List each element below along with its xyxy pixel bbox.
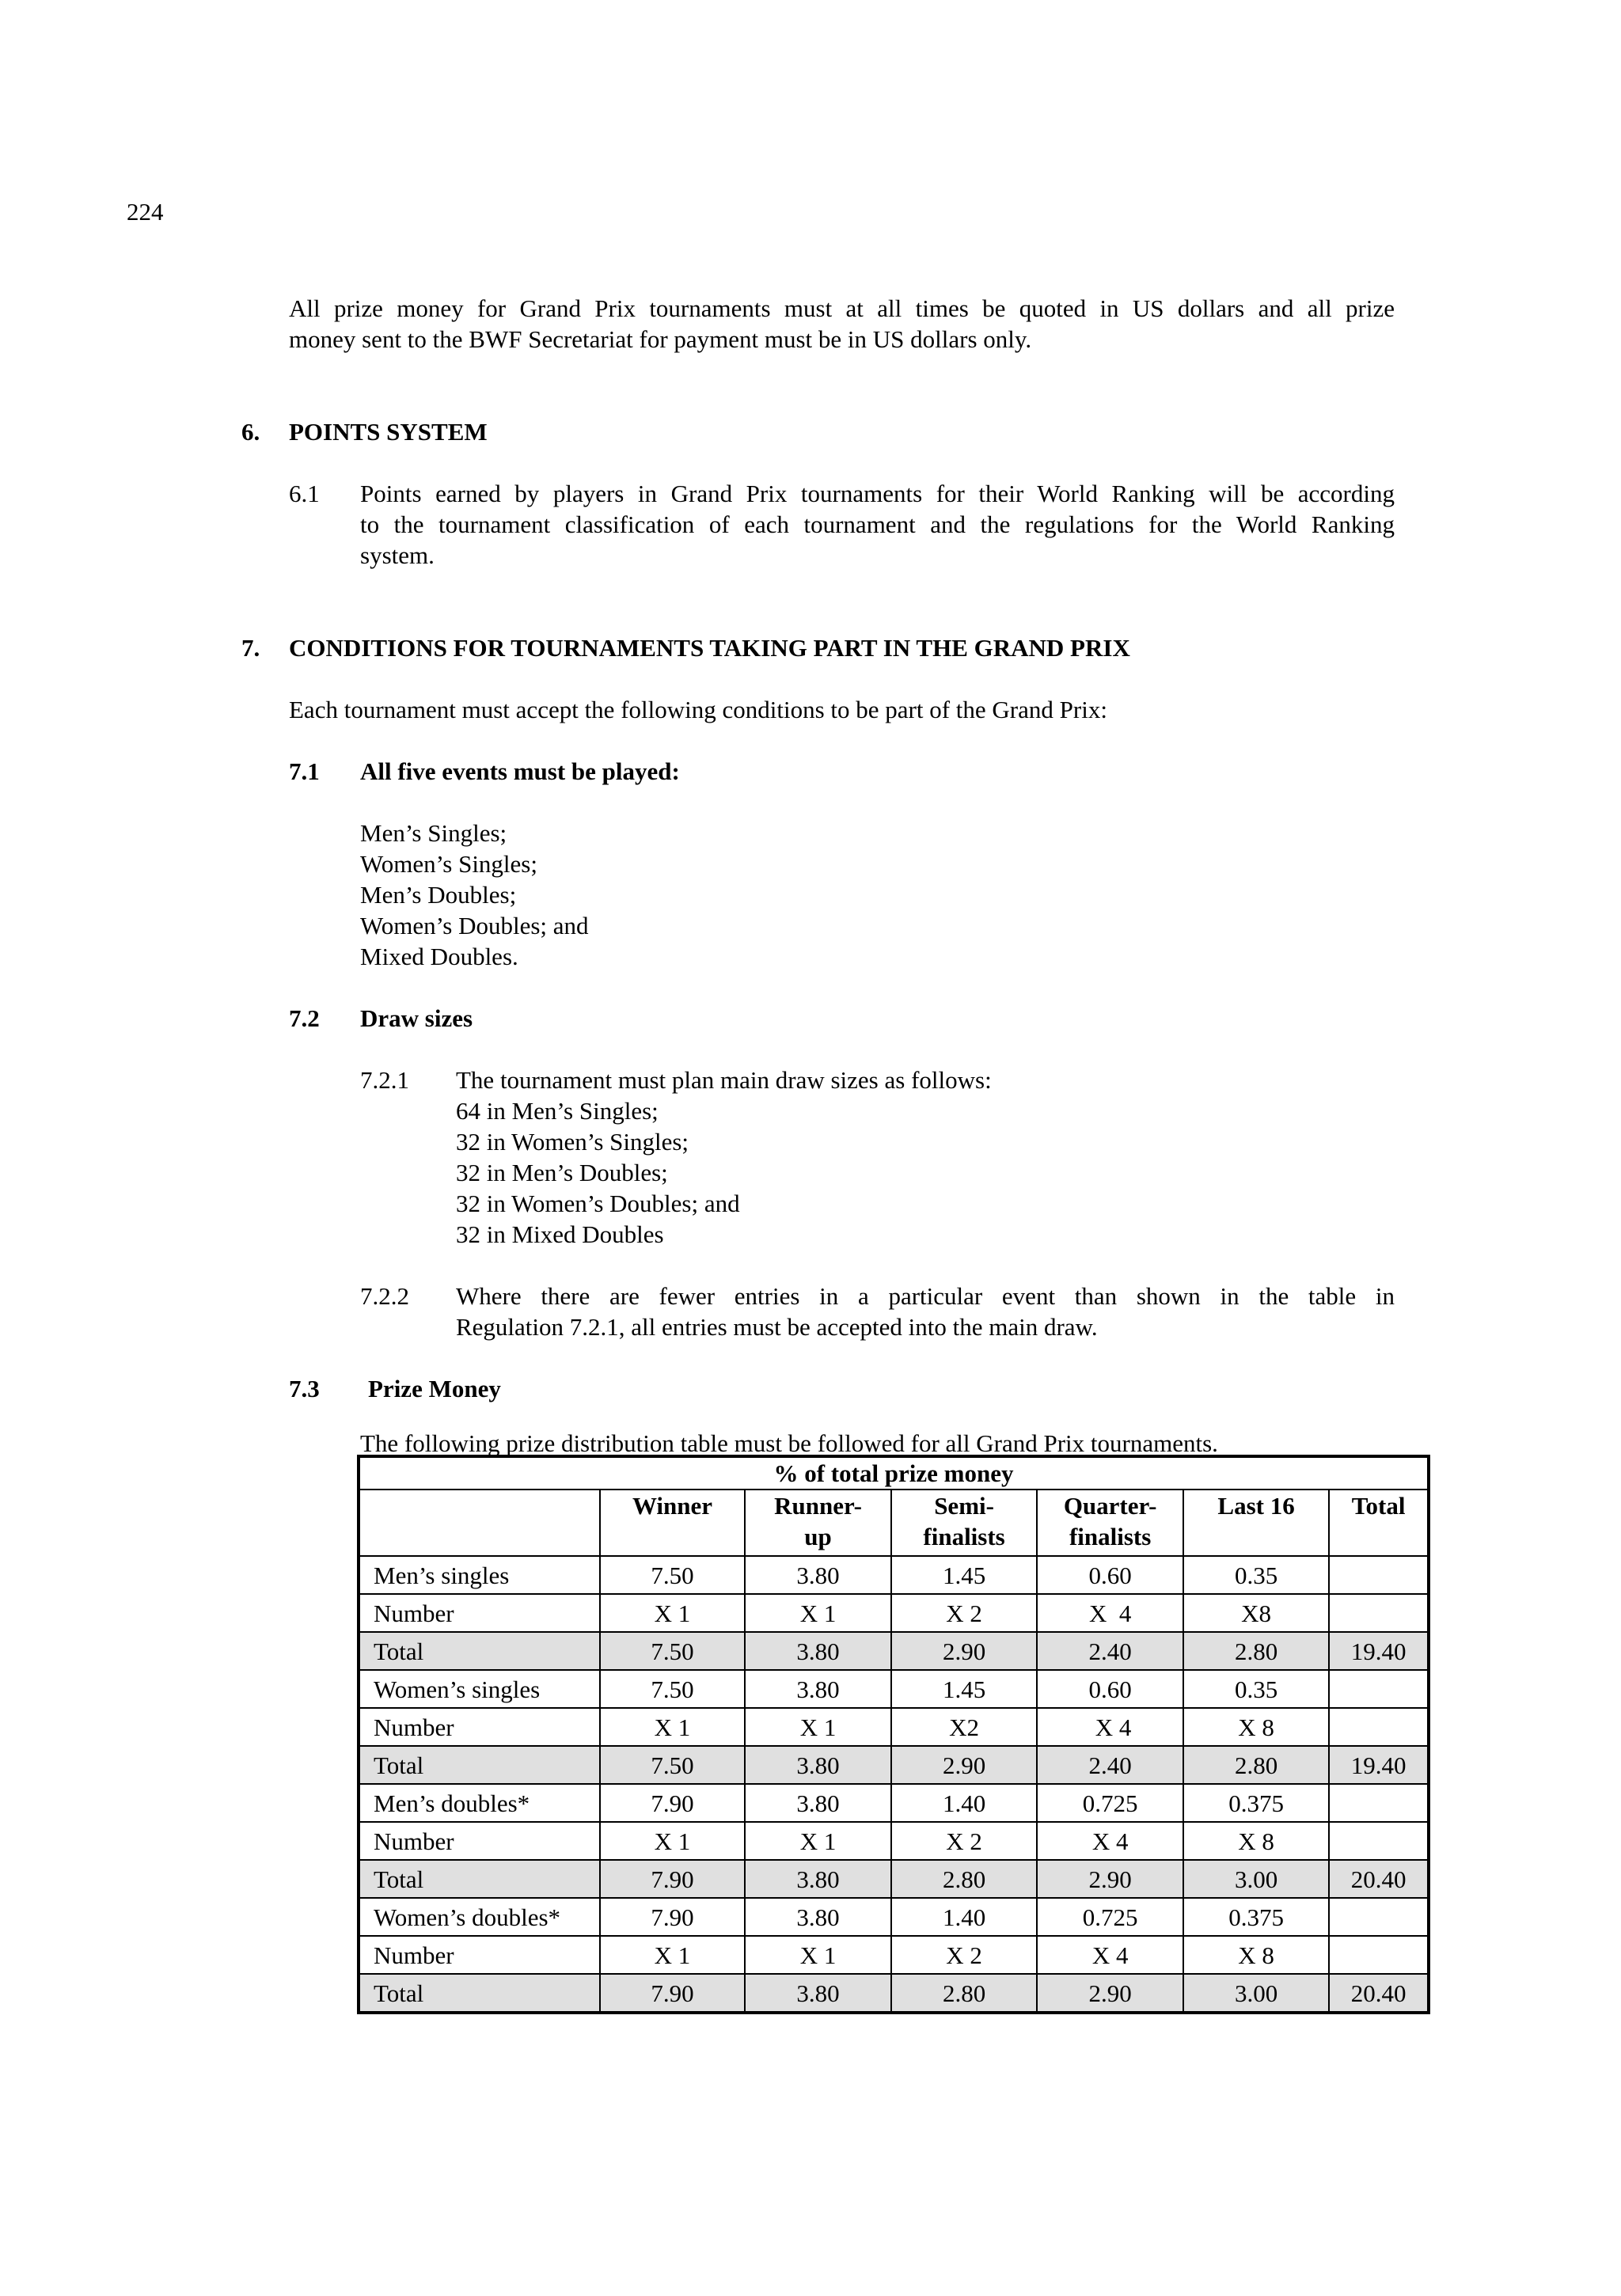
table-header-empty: [359, 1490, 600, 1556]
table-cell: 0.35: [1183, 1670, 1329, 1708]
table-cell: 2.80: [1183, 1632, 1329, 1670]
table-cell: 19.40: [1329, 1746, 1429, 1784]
section-6-1-line-2: to the tournament classification of each tournament and the regulations for the World Ranking: [360, 510, 1395, 538]
table-cell: [1329, 1556, 1429, 1594]
table-cell: X8: [1183, 1594, 1329, 1632]
table-cell: X 2: [891, 1936, 1038, 1974]
table-cell: X2: [891, 1708, 1038, 1746]
table-total-row: [359, 1632, 1429, 1670]
row-label: Total: [359, 1974, 600, 2013]
row-label: Total: [359, 1632, 600, 1670]
section-7-3-title: Prize Money: [368, 1375, 501, 1402]
table-row: [359, 1936, 1429, 1974]
section-7-number: 7.: [241, 634, 260, 662]
table-row: [359, 1670, 1429, 1708]
section-6-1-number: 6.1: [289, 480, 320, 507]
section-6-number: 6.: [241, 418, 260, 446]
event-item: Men’s Doubles;: [360, 881, 517, 909]
table-cell: X 1: [745, 1594, 891, 1632]
table-row: [359, 1594, 1429, 1632]
table-cell: 0.35: [1183, 1556, 1329, 1594]
table-total-row: [359, 1974, 1429, 2013]
draw-size-item: 32 in Women’s Doubles; and: [456, 1190, 740, 1217]
draw-size-item: 32 in Mixed Doubles: [456, 1220, 664, 1248]
row-label: Number: [359, 1594, 600, 1632]
table-cell: X 1: [600, 1594, 746, 1632]
table-header: Winner: [600, 1490, 746, 1556]
table-row: [359, 1556, 1429, 1594]
table-cell: X 8: [1183, 1936, 1329, 1974]
table-header: Total: [1329, 1490, 1429, 1556]
page-number: 224: [127, 198, 164, 226]
table-cell: 0.60: [1037, 1670, 1183, 1708]
table-cell: 3.80: [745, 1632, 891, 1670]
table-cell: [1329, 1708, 1429, 1746]
table-cell: 1.45: [891, 1670, 1038, 1708]
table-cell: X 1: [600, 1822, 746, 1860]
table-header: Semi- finalists: [891, 1490, 1038, 1556]
table-cell: 1.45: [891, 1556, 1038, 1594]
prize-distribution-table: [357, 1455, 1430, 2014]
table-cell: X 1: [745, 1708, 891, 1746]
table-cell: 20.40: [1329, 1974, 1429, 2013]
table-cell: [1329, 1822, 1429, 1860]
table-cell: X 4: [1037, 1822, 1183, 1860]
table-row: [359, 1784, 1429, 1822]
section-6-1-line-1: Points earned by players in Grand Prix tournaments for their World Ranking will be according: [360, 480, 1395, 507]
section-7-2-2-number: 7.2.2: [360, 1282, 409, 1310]
table-cell: [1329, 1594, 1429, 1632]
table-row: [359, 1822, 1429, 1860]
table-cell: X 1: [600, 1708, 746, 1746]
table-cell: 2.80: [891, 1974, 1038, 2013]
table-cell: 2.40: [1037, 1746, 1183, 1784]
table-cell: 2.90: [1037, 1860, 1183, 1898]
table-cell: 0.725: [1037, 1784, 1183, 1822]
table-cell: 1.40: [891, 1898, 1038, 1936]
table-cell: 7.90: [600, 1784, 746, 1822]
table-cell: 1.40: [891, 1784, 1038, 1822]
table-cell: X 8: [1183, 1822, 1329, 1860]
draw-size-item: 64 in Men’s Singles;: [456, 1097, 659, 1125]
table-cell: X 1: [600, 1936, 746, 1974]
section-7-2-1-number: 7.2.1: [360, 1066, 409, 1094]
table-caption: % of total prize money: [359, 1456, 1429, 1490]
row-label: Total: [359, 1746, 600, 1784]
section-7-3-intro: The following prize distribution table must be followed for all Grand Prix tournaments.: [360, 1429, 1218, 1457]
table-cell: 3.80: [745, 1670, 891, 1708]
table-cell: 7.50: [600, 1632, 746, 1670]
table-cell: 3.80: [745, 1784, 891, 1822]
row-label: Men’s singles: [359, 1556, 600, 1594]
table-cell: [1329, 1670, 1429, 1708]
table-cell: X 2: [891, 1822, 1038, 1860]
table-cell: 20.40: [1329, 1860, 1429, 1898]
table-cell: X 4: [1037, 1708, 1183, 1746]
event-item: Women’s Doubles; and: [360, 912, 589, 939]
section-7-1-number: 7.1: [289, 757, 320, 785]
intro-line-2: money sent to the BWF Secretariat for payment must be in US dollars only.: [289, 325, 1032, 353]
table-cell: 3.80: [745, 1898, 891, 1936]
table-cell: 0.725: [1037, 1898, 1183, 1936]
section-7-2-number: 7.2: [289, 1004, 320, 1032]
table-header: Quarter- finalists: [1037, 1490, 1183, 1556]
table-header: Last 16: [1183, 1490, 1329, 1556]
table-cell: X 8: [1183, 1708, 1329, 1746]
table-cell: 2.90: [891, 1746, 1038, 1784]
table-cell: 3.00: [1183, 1974, 1329, 2013]
table-row: [359, 1898, 1429, 1936]
section-6-title: POINTS SYSTEM: [289, 418, 488, 446]
table-cell: 7.50: [600, 1670, 746, 1708]
section-7-2-2-line-2: Regulation 7.2.1, all entries must be accepted into the main draw.: [456, 1313, 1098, 1341]
table-cell: 7.90: [600, 1898, 746, 1936]
table-cell: 2.80: [891, 1860, 1038, 1898]
event-item: Mixed Doubles.: [360, 943, 518, 970]
draw-size-item: 32 in Women’s Singles;: [456, 1128, 689, 1156]
draw-size-item: 32 in Men’s Doubles;: [456, 1159, 668, 1186]
row-label: Number: [359, 1708, 600, 1746]
row-label: Number: [359, 1936, 600, 1974]
intro-line-1: All prize money for Grand Prix tournaments must at all times be quoted in US dollars and all prize: [289, 294, 1395, 322]
table-cell: 3.80: [745, 1746, 891, 1784]
section-7-3-number: 7.3: [289, 1375, 320, 1402]
table-cell: 3.00: [1183, 1860, 1329, 1898]
table-cell: 7.50: [600, 1746, 746, 1784]
row-label: Women’s doubles*: [359, 1898, 600, 1936]
table-cell: 7.50: [600, 1556, 746, 1594]
table-cell: 2.90: [891, 1632, 1038, 1670]
table-cell: 2.40: [1037, 1632, 1183, 1670]
section-6-1-line-3: system.: [360, 541, 435, 569]
table-cell: X 1: [745, 1822, 891, 1860]
event-item: Women’s Singles;: [360, 850, 537, 878]
section-7-intro: Each tournament must accept the following conditions to be part of the Grand Prix:: [289, 696, 1107, 723]
row-label: Total: [359, 1860, 600, 1898]
table-cell: 2.90: [1037, 1974, 1183, 2013]
table-cell: X 2: [891, 1594, 1038, 1632]
table-row: [359, 1708, 1429, 1746]
table-cell: 19.40: [1329, 1632, 1429, 1670]
table-total-row: [359, 1746, 1429, 1784]
table-cell: [1329, 1784, 1429, 1822]
section-7-2-2-line-1: Where there are fewer entries in a particular event than shown in the table in: [456, 1282, 1395, 1310]
table-header: Runner- up: [745, 1490, 891, 1556]
row-label: Number: [359, 1822, 600, 1860]
row-label: Men’s doubles*: [359, 1784, 600, 1822]
table-total-row: [359, 1860, 1429, 1898]
table-cell: 0.375: [1183, 1898, 1329, 1936]
table-cell: 3.80: [745, 1556, 891, 1594]
section-7-1-title: All five events must be played:: [360, 757, 680, 785]
table-cell: 2.80: [1183, 1746, 1329, 1784]
table-cell: X 4: [1037, 1936, 1183, 1974]
table-cell: 7.90: [600, 1974, 746, 2013]
table-cell: X 4: [1037, 1594, 1183, 1632]
event-item: Men’s Singles;: [360, 819, 507, 847]
table-cell: X 1: [745, 1936, 891, 1974]
table-cell: 0.60: [1037, 1556, 1183, 1594]
table-cell: [1329, 1936, 1429, 1974]
table-cell: [1329, 1898, 1429, 1936]
section-7-title: CONDITIONS FOR TOURNAMENTS TAKING PART IN THE GRAND PRIX: [289, 634, 1130, 662]
row-label: Women’s singles: [359, 1670, 600, 1708]
section-7-2-1-intro: The tournament must plan main draw sizes as follows:: [456, 1066, 992, 1094]
table-cell: 0.375: [1183, 1784, 1329, 1822]
table-cell: 7.90: [600, 1860, 746, 1898]
section-7-2-title: Draw sizes: [360, 1004, 473, 1032]
table-cell: 3.80: [745, 1860, 891, 1898]
table-cell: 3.80: [745, 1974, 891, 2013]
